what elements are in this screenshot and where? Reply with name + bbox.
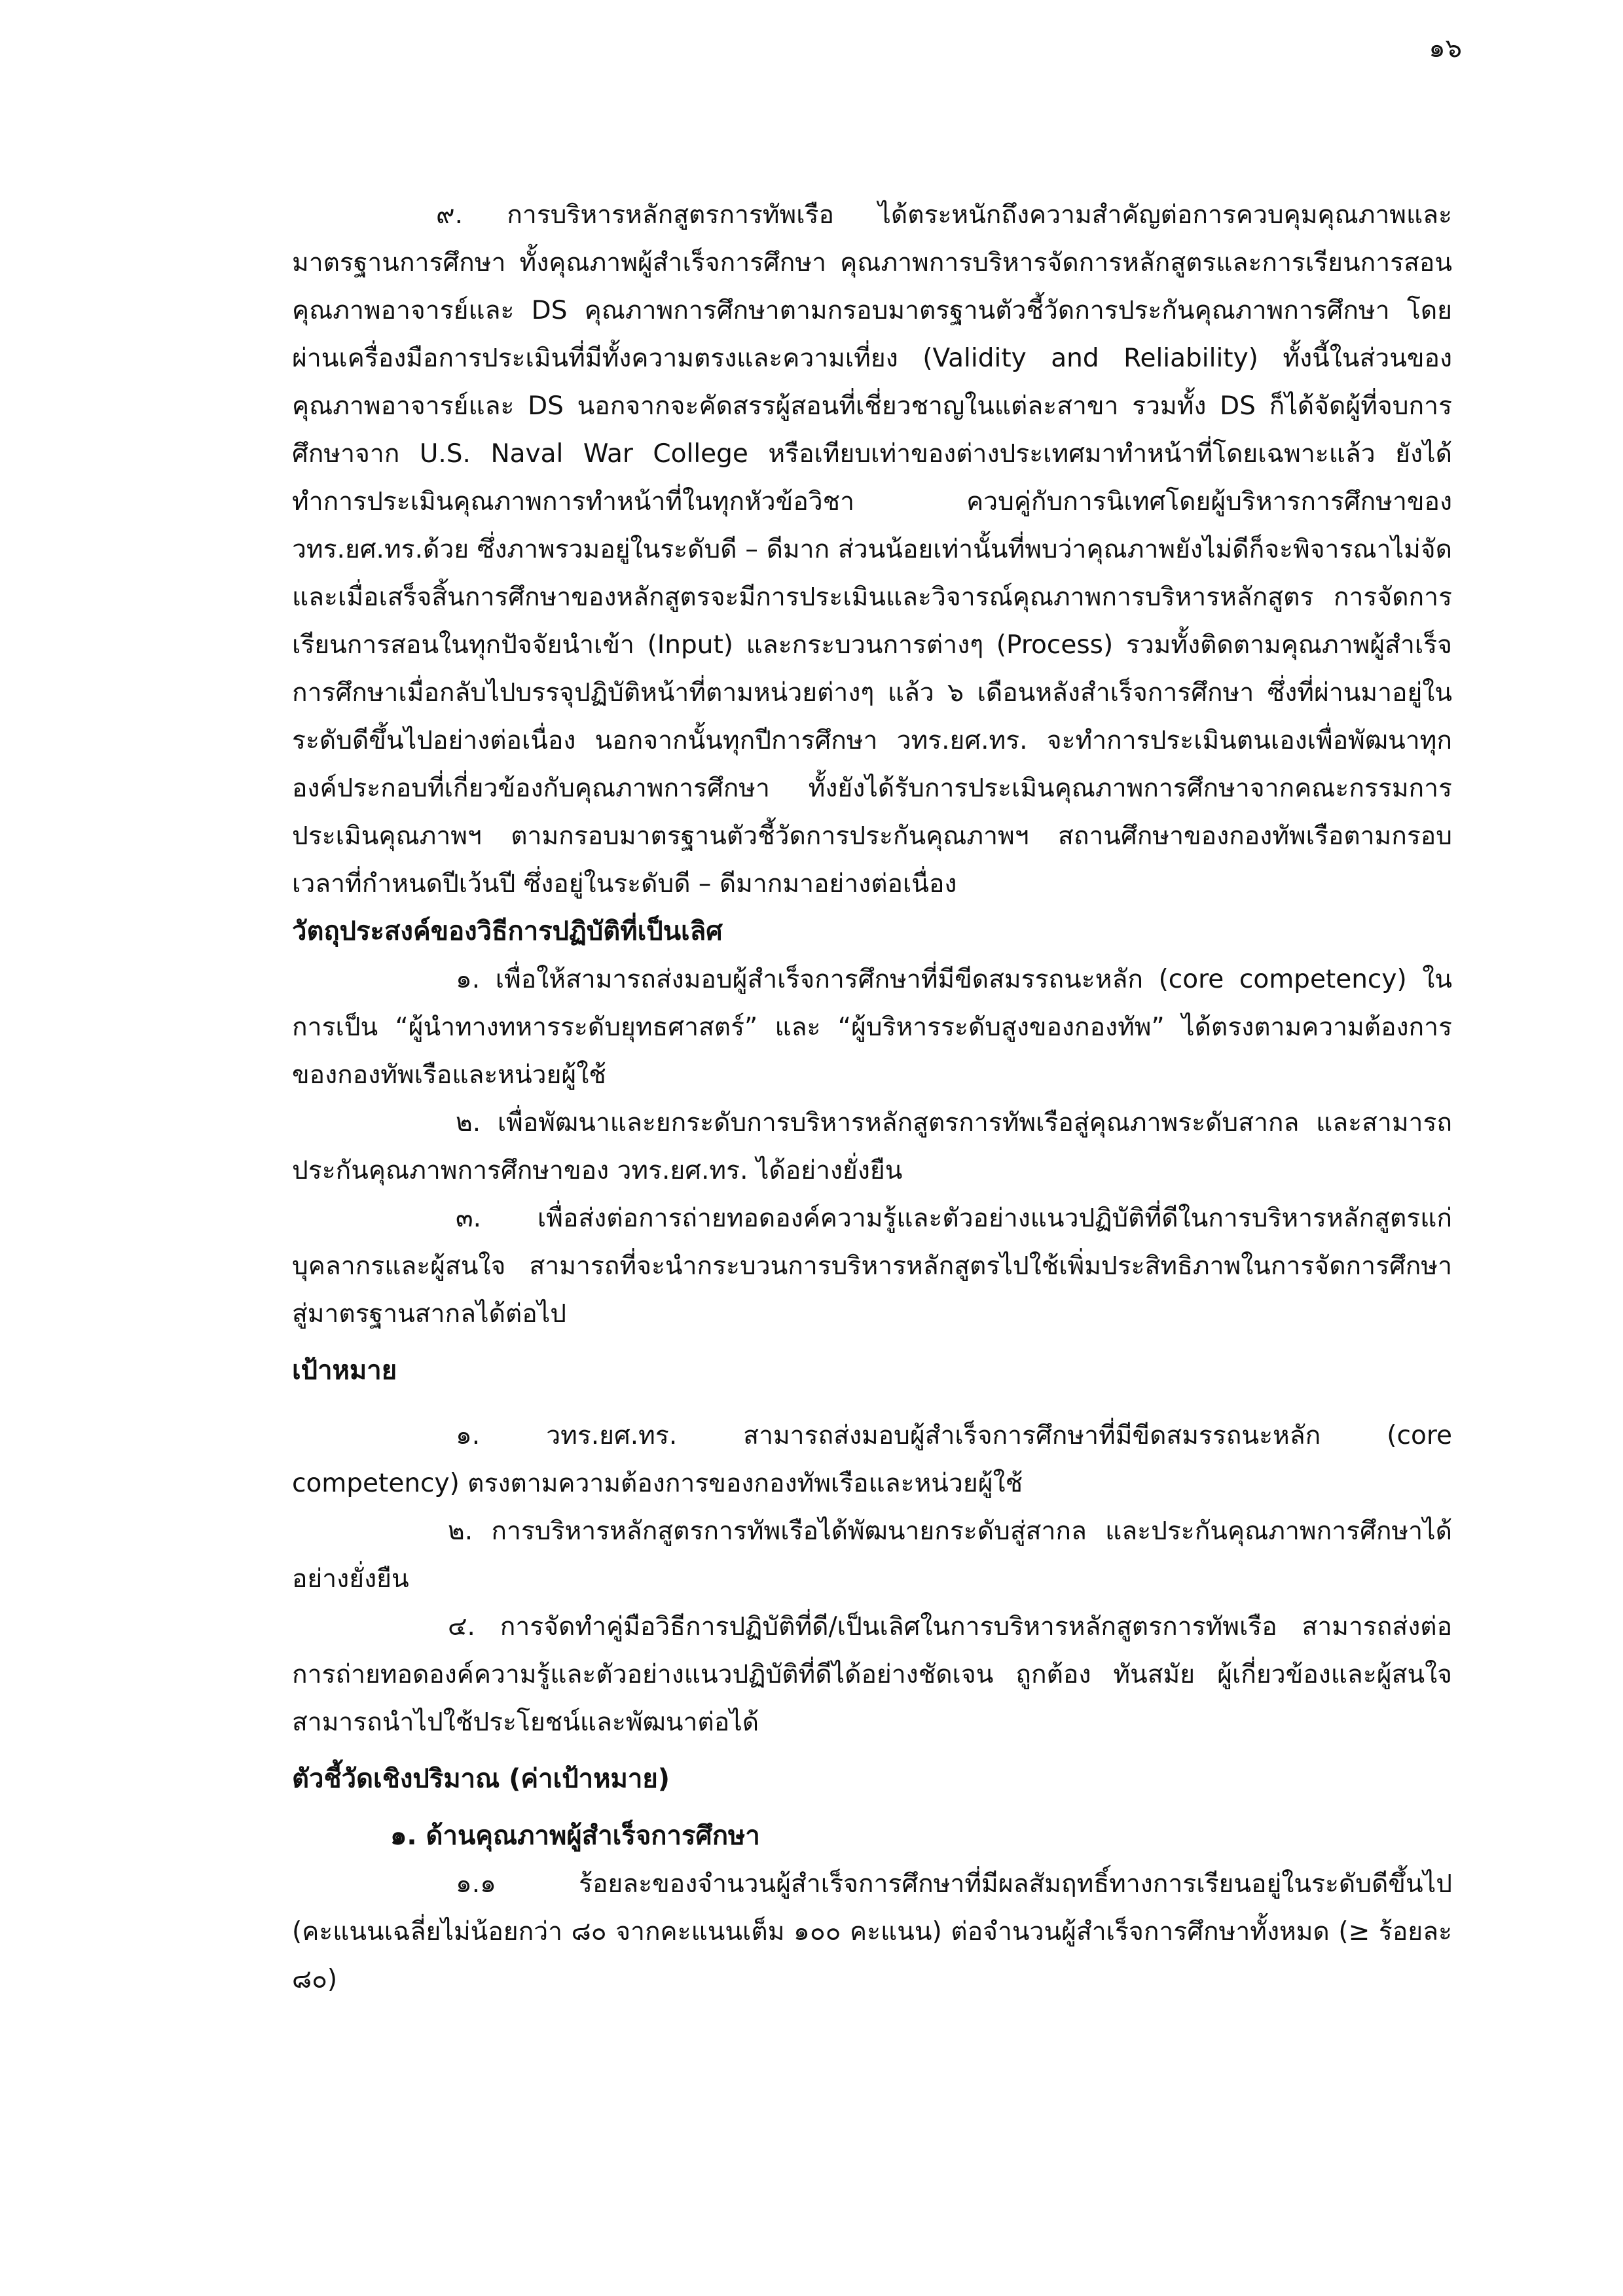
indicators-sub-heading: ๑. ด้านคุณภาพผู้สำเร็จการศึกษา <box>390 1821 760 1851</box>
page-number: ๑๖ <box>1429 33 1462 63</box>
spacer <box>292 1338 1452 1347</box>
objective-item-2: ๒. เพื่อพัฒนาและยกระดับการบริหารหลักสูตรการทัพเรือสู่คุณภาพระดับสากล และสามารถประกันคุณภาพการศึกษาของ วทร.ยศ.ทร. ได้อย่างยั่งยืน <box>292 1108 1452 1185</box>
objective-item-1: ๑. เพื่อให้สามารถส่งมอบผู้สำเร็จการศึกษาที่มีขีดสมรรถนะหลัก (core competency) ในการเป็น “ผู้นำทางทหารระดับยุทธศาสตร์” และ “ผู้บริหารระดับสูงของกองทัพ” ได้ตรงตามความต้องการของกองทัพเรือและหน่วยผู้ใช้ <box>292 965 1452 1090</box>
objectives-heading: วัตถุประสงค์ของวิธีการปฏิบัติที่เป็นเลิศ <box>292 916 723 946</box>
indicator-item-1-1: ๑.๑ ร้อยละของจำนวนผู้สำเร็จการศึกษาที่มีผลสัมฤทธิ์ทางการเรียนอยู่ในระดับดีขึ้นไป (คะแนนเฉลี่ยไม่น้อยกว่า ๘๐ จากคะแนนเต็ม ๑๐๐ คะแนน) ต่อจำนวนผู้สำเร็จการศึกษาทั้งหมด (≥ ร้อยละ ๘๐) <box>292 1869 1452 1994</box>
goal-item-4: ๔. การจัดทำคู่มือวิธีการปฏิบัติที่ดี/เป็นเลิศในการบริหารหลักสูตรการทัพเรือ สามารถส่งต่อการถ่ายทอดองค์ความรู้และตัวอย่างแนวปฏิบัติที่ดีได้อย่างชัดเจน ถูกต้อง ทันสมัย ผู้เกี่ยวข้องและผู้สนใจสามารถนำไปใช้ประโยชน์และพัฒนาต่อได้ <box>292 1612 1452 1737</box>
intro-paragraph: ๙. การบริหารหลักสูตรการทัพเรือ ได้ตระหนักถึงความสำคัญต่อการควบคุมคุณภาพและมาตรฐานการศึกษา ทั้งคุณภาพผู้สำเร็จการศึกษา คุณภาพการบริหารจัดการหลักสูตรและการเรียนการสอน คุณภาพอาจารย์และ DS คุณภาพการศึกษาตามกรอบมาตรฐานตัวชี้วัดการประกันคุณภาพการศึกษา โดยผ่านเครื่องมือการประเมินที่มีทั้งความตรงและความเที่ยง (Validity and Reliability) ทั้งนี้ในส่วนของคุณภาพอาจารย์และ DS นอกจากจะคัดสรรผู้สอนที่เชี่ยวชาญในแต่ละสาขา รวมทั้ง DS ก็ได้จัดผู้ที่จบการศึกษาจาก U.S. Naval War College หรือเทียบเท่าของต่างประเทศมาทำหน้าที่โดยเฉพาะแล้ว ยังได้ทำการประเมินคุณภาพการทำหน้าที่ในทุกหัวข้อวิชา ควบคู่กับการนิเทศโดยผู้บริหารการศึกษาของ วทร.ยศ.ทร.ด้วย ซึ่งภาพรวมอยู่ในระดับดี – ดีมาก ส่วนน้อยเท่านั้นที่พบว่าคุณภาพยังไม่ดีก็จะพิจารณาไม่จัด และเมื่อเสร็จสิ้นการศึกษาของหลักสูตรจะมีการประเมินและวิจารณ์คุณภาพการบริหารหลักสูตร การจัดการเรียนการสอนในทุกปัจจัยนำเข้า (Input) และกระบวนการต่างๆ (Process) รวมทั้งติดตามคุณภาพผู้สำเร็จการศึกษาเมื่อกลับไปบรรจุปฏิบัติหน้าที่ตามหน่วยต่างๆ แล้ว ๖ เดือนหลังสำเร็จการศึกษา ซึ่งที่ผ่านมาอยู่ในระดับดีขึ้นไปอย่างต่อเนื่อง นอกจากนั้นทุกปีการศึกษา วทร.ยศ.ทร. จะทำการประเมินตนเองเพื่อพัฒนาทุกองค์ประกอบที่เกี่ยวข้องกับคุณภาพการศึกษา ทั้งยังได้รับการประเมินคุณภาพการศึกษาจากคณะกรรมการประเมินคุณภาพฯ ตามกรอบมาตรฐานตัวชี้วัดการประกันคุณภาพฯ สถานศึกษาของกองทัพเรือตามกรอบเวลาที่กำหนดปีเว้นปี ซึ่งอยู่ในระดับดี – ดีมากมาอย่างต่อเนื่อง <box>292 200 1452 899</box>
goals-heading: เป้าหมาย <box>292 1355 397 1386</box>
spacer <box>292 1746 1452 1755</box>
indicators-heading: ตัวชี้วัดเชิงปริมาณ (ค่าเป้าหมาย) <box>292 1764 670 1794</box>
spacer <box>292 1803 1452 1812</box>
spacer <box>292 1395 1452 1412</box>
document-body <box>292 191 1452 2003</box>
objective-item-3: ๓. เพื่อส่งต่อการถ่ายทอดองค์ความรู้และตัวอย่างแนวปฏิบัติที่ดีในการบริหารหลักสูตรแก่บุคลากรและผู้สนใจ สามารถที่จะนำกระบวนการบริหารหลักสูตรไปใช้เพิ่มประสิทธิภาพในการจัดการศึกษาสู่มาตรฐานสากลได้ต่อไป <box>292 1204 1452 1329</box>
goal-item-2: ๒. การบริหารหลักสูตรการทัพเรือได้พัฒนายกระดับสู่สากล และประกันคุณภาพการศึกษาได้อย่างยั่งยืน <box>292 1516 1452 1594</box>
goal-item-1: ๑. วทร.ยศ.ทร. สามารถส่งมอบผู้สำเร็จการศึกษาที่มีขีดสมรรถนะหลัก (core competency) ตรงตามความต้องการของกองทัพเรือและหน่วยผู้ใช้ <box>292 1421 1452 1498</box>
